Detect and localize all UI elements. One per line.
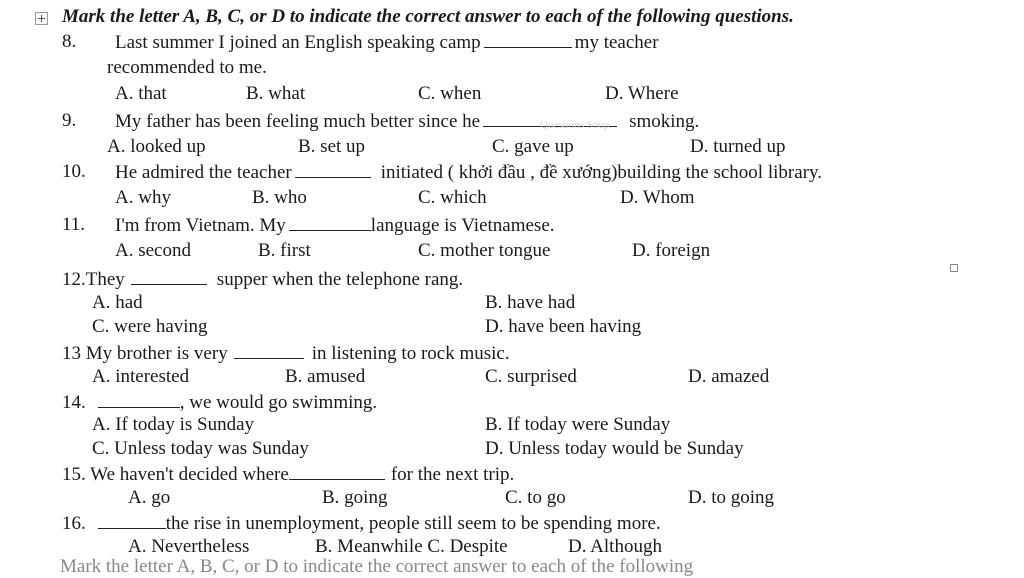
option-c[interactable]: C. to go	[505, 487, 566, 508]
option-a[interactable]: A. go	[128, 487, 171, 508]
faint-watermark-text: Questions Soup	[540, 119, 610, 131]
option-a[interactable]: A. Nevertheless	[128, 536, 250, 557]
table-move-handle-icon[interactable]	[35, 12, 48, 25]
question-text: I'm from Vietnam. My language is Vietnamese.	[115, 215, 555, 236]
option-c[interactable]: C. were having	[92, 316, 208, 337]
option-b[interactable]: B. set up	[298, 136, 366, 157]
option-b[interactable]: B. who	[252, 187, 307, 208]
option-d[interactable]: D. foreign	[632, 240, 711, 261]
option-a[interactable]: A. looked up	[107, 136, 206, 157]
question-number: 9.	[62, 110, 77, 131]
answer-blank	[295, 161, 371, 178]
option-c[interactable]: C. when	[418, 83, 482, 104]
question-text: My father has been feeling much better since he smoking.	[115, 111, 700, 132]
instruction-heading: Mark the letter A, B, C, or D to indicate the correct answer to each of the following questions.	[62, 6, 794, 27]
question-text: 12.They supper when the telephone rang.	[62, 269, 464, 290]
option-d[interactable]: D. to going	[688, 487, 775, 508]
question-number: 10.	[62, 161, 86, 182]
answer-blank	[484, 31, 572, 48]
option-a[interactable]: A. If today is Sunday	[92, 414, 255, 435]
option-d[interactable]: D. amazed	[688, 366, 770, 387]
option-a[interactable]: A. interested	[92, 366, 190, 387]
option-a[interactable]: A. had	[92, 292, 143, 313]
question-text-continued: recommended to me.	[107, 57, 267, 78]
answer-blank	[131, 268, 207, 285]
option-b[interactable]: B. have had	[485, 292, 576, 313]
question-number: 11.	[62, 214, 86, 235]
question-text: Last summer I joined an English speaking camp my teacher	[115, 32, 659, 53]
question-number: 8.	[62, 31, 77, 52]
option-c[interactable]: C. Unless today was Sunday	[92, 438, 309, 459]
option-c[interactable]: C. surprised	[485, 366, 577, 387]
answer-blank	[98, 512, 166, 529]
option-b[interactable]: B. first	[258, 240, 311, 261]
option-b[interactable]: B. amused	[285, 366, 366, 387]
question-text: 15. We haven't decided where for the next trip.	[62, 464, 515, 485]
option-a[interactable]: A. why	[115, 187, 171, 208]
option-c[interactable]: C. gave up	[492, 136, 574, 157]
option-a[interactable]: A. that	[115, 83, 167, 104]
option-d[interactable]: D. have been having	[485, 316, 642, 337]
option-b[interactable]: B. Meanwhile C. Despite	[315, 536, 508, 557]
option-d[interactable]: D. Although	[568, 536, 662, 557]
question-text: 16. the rise in unemployment, people still seem to be spending more.	[62, 513, 661, 534]
end-of-cell-marker	[950, 264, 958, 272]
option-c[interactable]: C. mother tongue	[418, 240, 551, 261]
option-d[interactable]: D. Whom	[620, 187, 695, 208]
answer-blank	[289, 463, 385, 480]
answer-blank	[289, 214, 371, 231]
option-d[interactable]: D. Where	[605, 83, 679, 104]
question-text: 13 My brother is very in listening to rock music.	[62, 343, 510, 364]
option-c[interactable]: C. which	[418, 187, 487, 208]
question-text: 14. , we would go swimming.	[62, 392, 378, 413]
option-d[interactable]: D. Unless today would be Sunday	[485, 438, 744, 459]
answer-blank	[98, 391, 180, 408]
option-b[interactable]: B. what	[246, 83, 306, 104]
question-text: He admired the teacher initiated ( khởi đầu , đề xướng)building the school library.	[115, 162, 822, 183]
cut-off-next-line: Mark the letter A, B, C, or D to indicate the correct answer to each of the following	[60, 556, 694, 577]
option-b[interactable]: B. If today were Sunday	[485, 414, 671, 435]
answer-blank	[234, 342, 304, 359]
option-a[interactable]: A. second	[115, 240, 191, 261]
option-d[interactable]: D. turned up	[690, 136, 786, 157]
option-b[interactable]: B. going	[322, 487, 388, 508]
